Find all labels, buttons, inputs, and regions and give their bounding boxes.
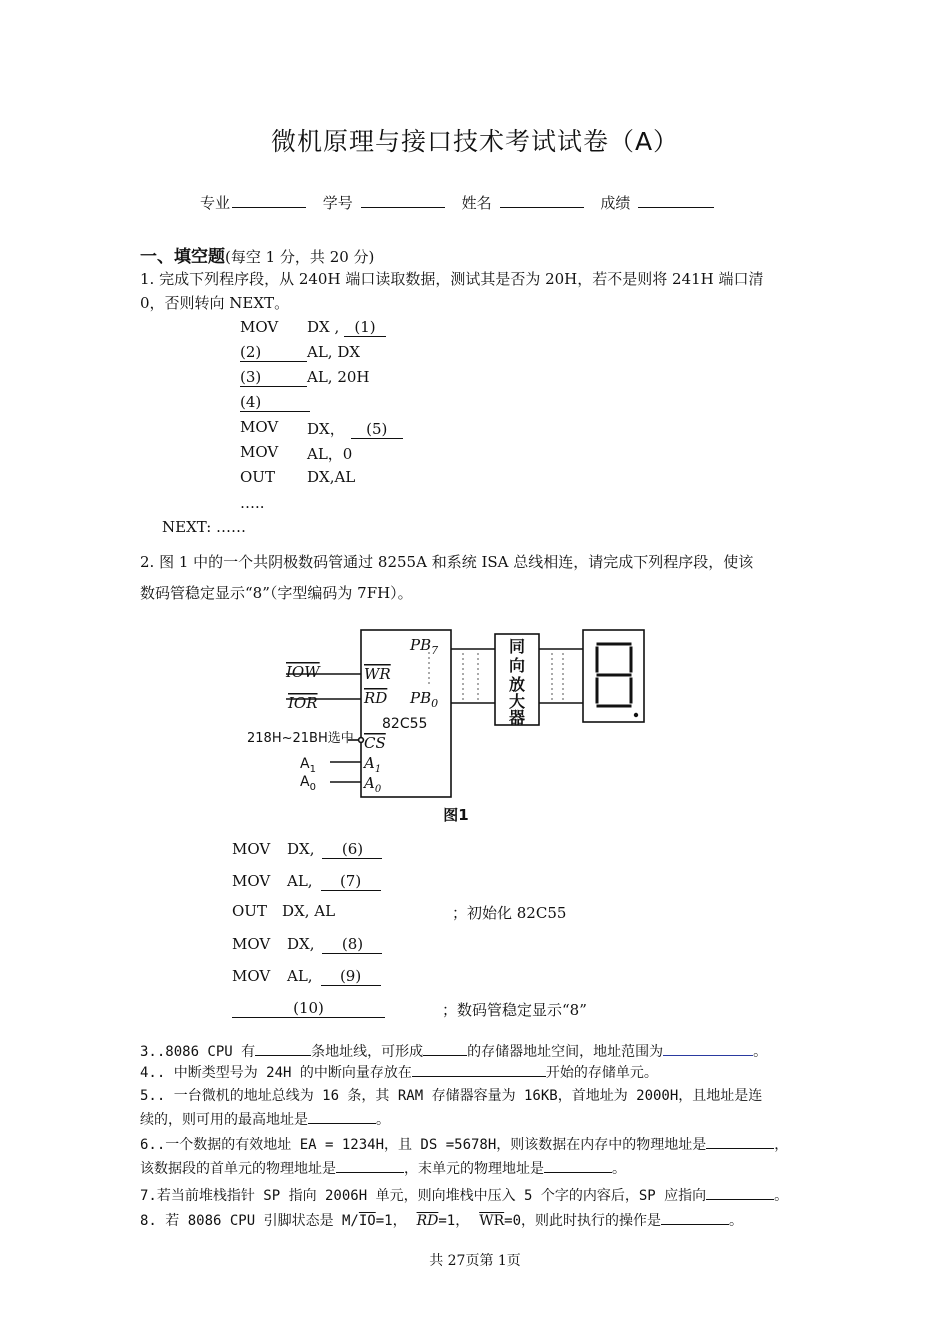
- blank-q6-2[interactable]: [336, 1172, 404, 1173]
- section-title: 一、填空题: [140, 247, 225, 267]
- q1-code-arg: AL，0: [307, 445, 353, 463]
- q1-code-arg: DX , (1): [307, 318, 386, 337]
- q1-code-line: OUT: [240, 468, 275, 486]
- blank-10[interactable]: (10): [232, 999, 385, 1018]
- pin-wr-label: WR: [364, 665, 391, 683]
- q1-code-arg: DX,AL: [307, 468, 356, 486]
- q2-code-arg: AL, (7): [287, 872, 381, 891]
- pin-pb0-label: $PB_0$: [410, 689, 439, 710]
- q2-line2: 数码管稳定显示“8”（字型编码为 7FH）。: [140, 584, 413, 602]
- pin-a1-label: $A_1$: [364, 754, 382, 775]
- cs-select-label: 218H~21BH选中: [247, 731, 354, 746]
- blank-q5[interactable]: [308, 1123, 376, 1124]
- q1-line1: 1. 完成下列程序段，从 240H 端口读取数据，测试其是否为 20H，若不是则将 241H 端口清: [140, 270, 764, 288]
- pin-pb7-label: $PB_7$: [410, 636, 439, 657]
- blank-3[interactable]: (3): [240, 368, 307, 387]
- q2-code-op: MOV: [232, 840, 271, 858]
- blank-q7[interactable]: [706, 1199, 774, 1200]
- q2-code-comment: ；初始化 82C55: [452, 904, 567, 922]
- signal-a1-label: $A_1$: [300, 756, 316, 775]
- q6-line2: 该数据段的首单元的物理地址是 ，末单元的物理地址是 。: [140, 1161, 626, 1177]
- q1-code-line: …..: [240, 494, 265, 512]
- q2-code-op: MOV: [232, 872, 271, 890]
- blank-q4[interactable]: [412, 1076, 546, 1077]
- amp-char: 向: [508, 656, 526, 675]
- q4-line: 4.. 中断类型号为 24H 的中断向量存放在 开始的存储单元。: [140, 1065, 658, 1081]
- blank-q3-1[interactable]: [255, 1055, 311, 1056]
- q2-code-arg: DX, AL: [282, 902, 336, 920]
- field-id-label: 学号: [322, 194, 353, 212]
- q1-code-line: [240, 343, 307, 362]
- q2-line1: 2. 图 1 中的一个共阴极数码管通过 8255A 和系统 ISA 总线相连，请完成下列程序段，使该: [140, 553, 754, 571]
- q2-code-op: OUT: [232, 902, 267, 920]
- q2-code-arg: AL, (9): [287, 967, 381, 986]
- pin-rd-label: RD: [364, 689, 388, 707]
- q2-code-arg: DX, (6): [287, 840, 382, 859]
- amp-char: 放: [508, 675, 526, 694]
- q3-line: 3..8086 CPU 有 条地址线，可形成 的存储器地址空间，地址范围为 。: [140, 1044, 768, 1060]
- q1-code-arg: AL, 20H: [307, 368, 370, 386]
- field-major-label: 专业: [200, 194, 231, 212]
- signal-a0-label: $A_0$: [300, 774, 316, 793]
- q7-line: 7.若当前堆栈指针 SP 指向 2006H 单元，则向堆栈中压入 5 个字的内容后，SP 应指向 。: [140, 1188, 789, 1204]
- exam-title: 微机原理与接口技术考试试卷（A）: [270, 127, 680, 156]
- q2-code-comment: ；数码管稳定显示“8”: [442, 1001, 587, 1019]
- section-note: (每空 1 分，共 20 分): [225, 248, 375, 266]
- blank-q3-3[interactable]: [663, 1055, 753, 1056]
- q1-code-arg: AL, DX: [307, 343, 361, 361]
- q6-line1: 6..一个数据的有效地址 EA = 1234H，且 DS =5678H，则该数据在内存中的物理地址是 ，: [140, 1137, 789, 1153]
- q2-code-op: MOV: [232, 935, 271, 953]
- header-fields: [200, 192, 720, 213]
- q5-line1: 5.. 一台微机的地址总线为 16 条，其 RAM 存储器容量为 16KB，首地址为 2000H，且地址是连: [140, 1088, 763, 1104]
- q2-code-op: MOV: [232, 967, 271, 985]
- field-id-blank[interactable]: [361, 193, 445, 208]
- q1-code-arg: DX， (5): [307, 418, 403, 439]
- page-footer: 共 27页第 1页: [429, 1253, 521, 1269]
- blank-q6-3[interactable]: [544, 1172, 612, 1173]
- signal-ior-label: IOR: [288, 694, 318, 712]
- pin-a0-label: $A_0$: [364, 774, 382, 795]
- q1-code-line: MOV: [240, 318, 279, 336]
- amp-char: 同: [508, 637, 526, 656]
- blank-9[interactable]: (9): [321, 967, 381, 986]
- field-score-label: 成绩: [600, 194, 631, 212]
- field-name-label: 姓名: [461, 194, 492, 212]
- field-name-blank[interactable]: [500, 193, 584, 208]
- q1-code-line: MOV: [240, 443, 279, 461]
- q1-next-label: NEXT: ……: [162, 518, 247, 536]
- q1-code-line: [240, 393, 310, 412]
- blank-q3-2[interactable]: [423, 1055, 467, 1056]
- amp-char: 大: [508, 692, 526, 711]
- q2-code-arg: DX, (8): [287, 935, 382, 954]
- q1-code-line: MOV: [240, 418, 279, 436]
- q2-code-op: [232, 999, 385, 1018]
- blank-8[interactable]: (8): [322, 935, 382, 954]
- figure-caption: 图1: [443, 806, 469, 824]
- blank-7[interactable]: (7): [321, 872, 381, 891]
- field-major-blank[interactable]: [232, 193, 306, 208]
- amp-char: 器: [508, 708, 526, 727]
- signal-iow-label: IOW: [286, 663, 320, 681]
- blank-2[interactable]: (2): [240, 343, 307, 362]
- blank-q6-1[interactable]: [706, 1148, 774, 1149]
- chip-name: 82C55: [382, 716, 428, 732]
- q1-code-line: [240, 368, 307, 387]
- blank-1[interactable]: (1): [344, 318, 386, 337]
- pin-cs-label: CS: [364, 734, 386, 752]
- q8-line: 8. 若 8086 CPU 引脚状态是 $M/\overline{IO}=1$， $\overline{RD}=1$， $\overline{WR}=0$，则此时执行的操作是 。: [140, 1213, 743, 1229]
- q5-line2: 续的，则可用的最高地址是 。: [140, 1112, 390, 1128]
- blank-6[interactable]: (6): [322, 840, 382, 859]
- field-score-blank[interactable]: [638, 193, 714, 208]
- blank-q8[interactable]: [661, 1224, 729, 1225]
- section-heading: [140, 242, 374, 267]
- q1-line2: 0，否则转向 NEXT。: [140, 294, 290, 312]
- figure-1-diagram: [240, 622, 660, 832]
- blank-5[interactable]: (5): [351, 420, 403, 439]
- blank-4[interactable]: (4): [240, 393, 310, 412]
